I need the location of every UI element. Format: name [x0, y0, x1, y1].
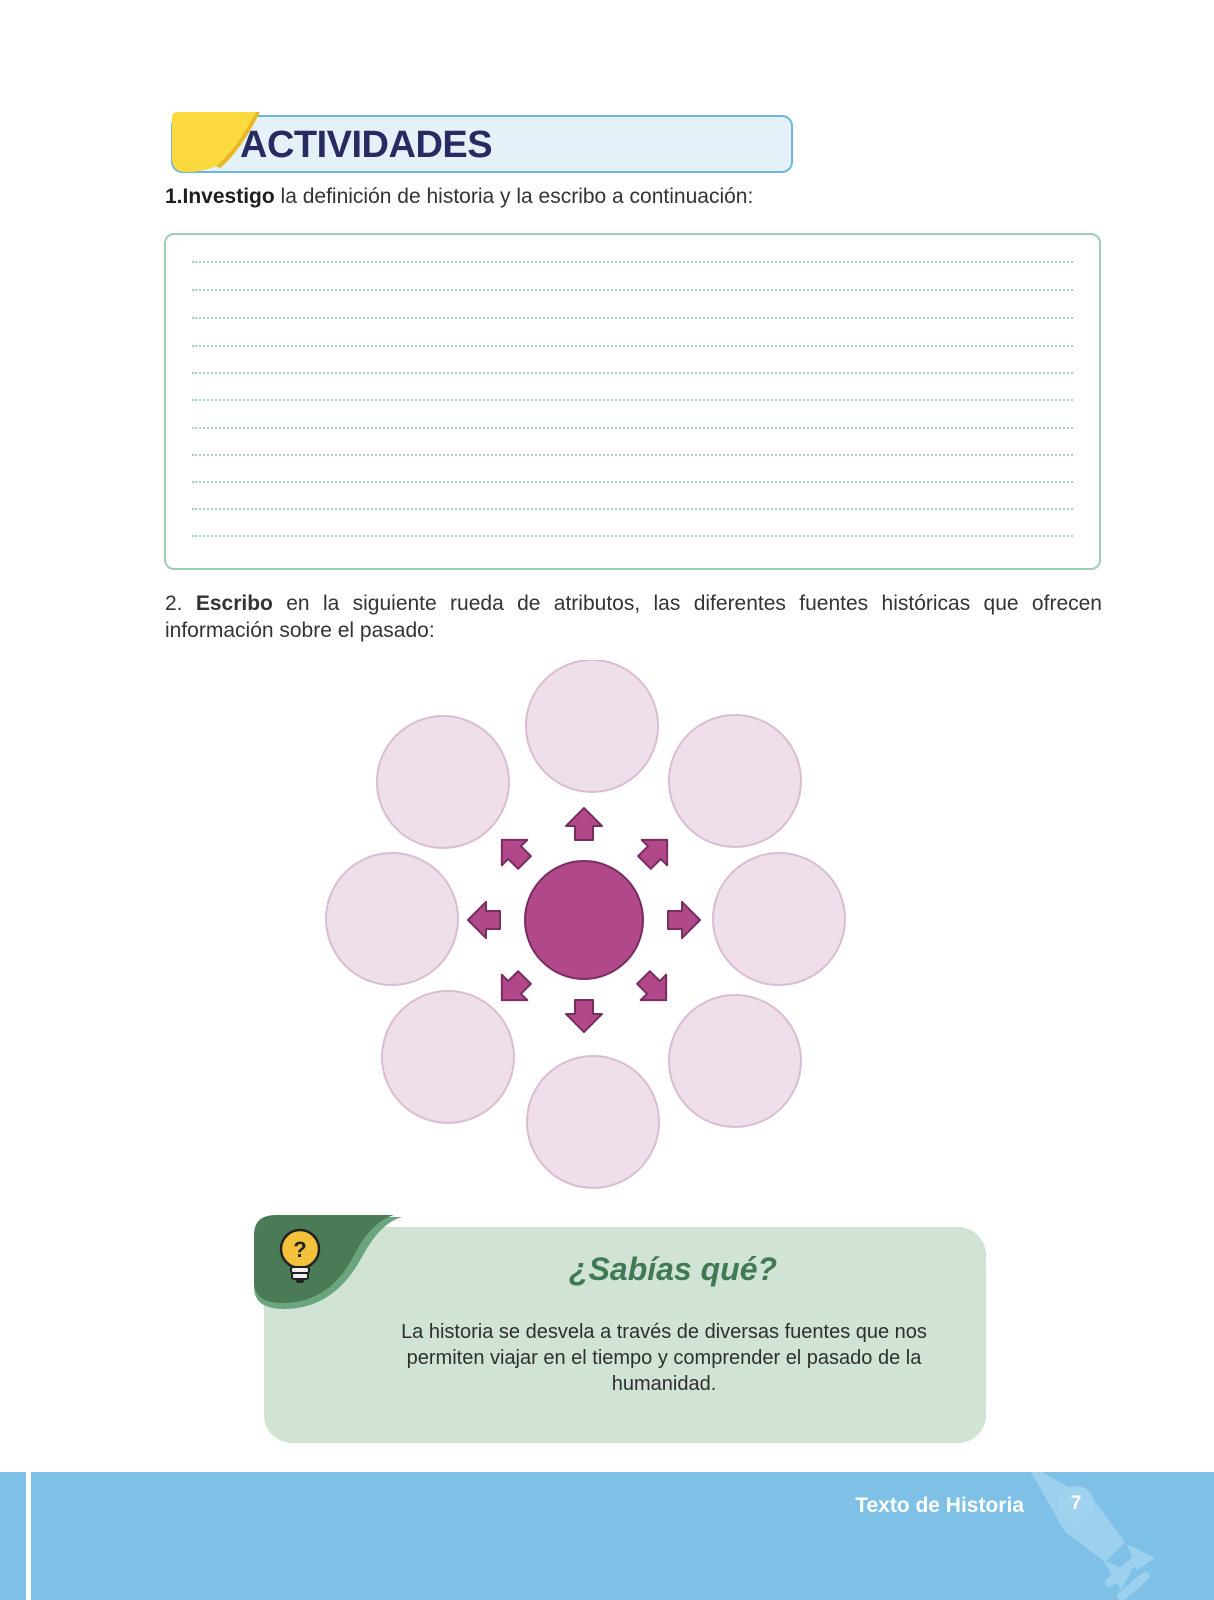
tip-text: La historia se desvela a través de diversas fuentes que nos permiten viajar en el tiempo y comprender el pasado de la humanidad. [401, 1321, 927, 1395]
writing-line [192, 399, 1073, 401]
question-2-verb: Escribo [195, 592, 273, 615]
rocket-icon [1025, 1472, 1165, 1600]
page-footer [0, 1472, 1214, 1600]
question-2-text: en la siguiente rueda de atributos, las diferentes fuentes históricas que ofrecen información sobre el pasado: [165, 592, 1102, 642]
attribute-circle-bottom-right[interactable] [669, 995, 801, 1127]
attribute-wheel [320, 660, 880, 1220]
tip-title: ¿Sabías qué? [569, 1251, 778, 1287]
arrow-icon [468, 902, 500, 938]
wheel-center-circle [525, 861, 643, 979]
did-you-know-box [254, 1215, 984, 1445]
answer-writing-box[interactable] [164, 233, 1101, 570]
writing-line [192, 454, 1073, 456]
writing-line [192, 481, 1073, 483]
attribute-circle-top-right[interactable] [669, 715, 801, 847]
question-1-verb: 1.Investigo [165, 185, 275, 208]
question-1-text: la definición de historia y la escribo a continuación: [274, 185, 754, 208]
writing-line [192, 508, 1073, 510]
arrow-icon [566, 1000, 602, 1032]
writing-line [192, 261, 1073, 263]
writing-line [192, 372, 1073, 374]
arrow-icon [668, 902, 700, 938]
arrow-icon [566, 808, 602, 840]
attribute-circle-bottom[interactable] [527, 1056, 659, 1188]
page-title: ACTIVIDADES [240, 124, 493, 166]
attribute-circle-right[interactable] [713, 853, 845, 985]
writing-line [192, 535, 1073, 537]
section-header [164, 110, 794, 176]
writing-line [192, 317, 1073, 319]
question-1 [165, 185, 753, 209]
arrow-icon [489, 827, 537, 875]
writing-line [192, 289, 1073, 291]
attribute-circle-bottom-left[interactable] [382, 991, 514, 1123]
page-number: 7 [1058, 1486, 1094, 1522]
footer-accent-bar [26, 1472, 31, 1600]
attribute-circle-top-left[interactable] [377, 716, 509, 848]
attribute-circle-left[interactable] [326, 853, 458, 985]
question-2 [165, 590, 1102, 644]
writing-line [192, 427, 1073, 429]
svg-text:?: ? [293, 1237, 307, 1262]
arrow-icon [631, 965, 679, 1013]
book-title: Texto de Historia [855, 1494, 1024, 1517]
question-2-number: 2. [165, 592, 196, 615]
arrow-icon [489, 965, 537, 1013]
tip-badge [254, 1215, 414, 1315]
attribute-circle-top[interactable] [526, 660, 658, 792]
writing-line [192, 345, 1073, 347]
arrow-icon [632, 827, 680, 875]
